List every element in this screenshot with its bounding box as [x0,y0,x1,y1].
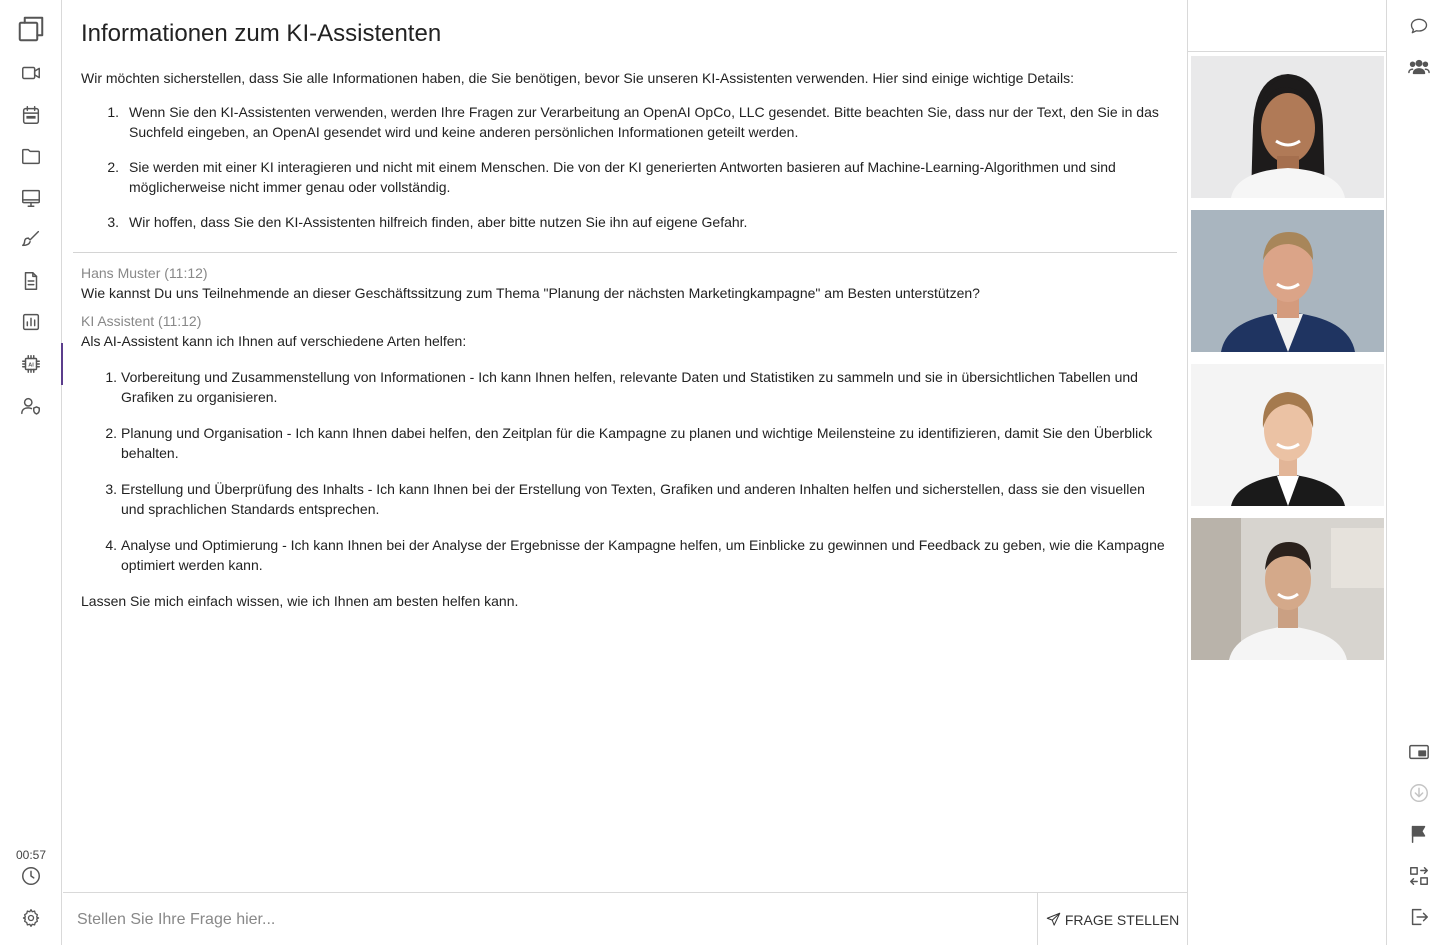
participant-video-tile[interactable] [1191,364,1384,506]
list-text: Wir hoffen, dass Sie den KI-Assistenten hilfreich finden, aber bitte nutzen Sie ihn auf eigene Gefahr. [129,214,748,230]
answer-intro: Als AI-Assistent kann ich Ihnen auf verschiedene Arten helfen: [81,333,467,349]
info-list [81,102,1171,247]
chat-icon[interactable] [1388,6,1449,46]
document-icon[interactable] [0,260,62,302]
ask-question-label: FRAGE STELLEN [1064,911,1180,928]
user-shield-icon[interactable] [0,385,62,427]
list-text: Planung und Organisation - Ich kann Ihnen dabei helfen, den Zeitplan für die Kampagne zu planen und wichtige Meilensteine zu identifizieren, damit Sie den Überblick behalten. [121,425,1153,461]
send-icon [1046,912,1061,927]
answer-outro: Lassen Sie mich einfach wissen, wie ich Ihnen am besten helfen kann. [81,593,519,609]
question-bar [63,892,1187,945]
list-number: 3. [105,481,117,497]
svg-text:AI: AI [28,362,34,369]
list-item [81,157,1171,197]
participant-video-tile[interactable] [1191,518,1384,660]
list-item [81,479,1171,519]
section-divider [73,252,1177,253]
info-intro: Wir möchten sicherstellen, dass Sie alle Informationen haben, die Sie benötigen, bevor Sie unseren KI-Assistenten verwenden. Hier sind einige wichtige Details: [81,70,1074,86]
list-text: Vorbereitung und Zusammenstellung von Informationen - Ich kann Ihnen helfen, relevante Daten und Statistiken zu sammeln und sie in übersichtlichen Tabellen und Grafiken zu organisieren. [121,369,1138,405]
chart-icon[interactable] [0,301,62,343]
list-item [81,423,1171,463]
flag-icon[interactable] [1388,814,1449,854]
list-number: 3. [107,214,119,230]
picture-in-picture-icon[interactable] [1388,732,1449,772]
participant-video-tile[interactable] [1191,210,1384,352]
participant-video-tile[interactable] [1191,56,1384,198]
right-sidebar [1388,0,1449,945]
list-number: 2. [105,425,117,441]
list-text: Sie werden mit einer KI interagieren und nicht mit einem Menschen. Die von der KI generierten Antworten basieren auf Machine-Learning-Algorithmen und sind möglicherweise nicht immer genau oder vollständig. [129,159,1116,195]
answer-list [81,367,1171,575]
list-item [81,535,1171,575]
left-sidebar [0,0,62,945]
meeting-timer: 00:57 [15,848,47,862]
list-item [81,102,1171,142]
answer-meta: KI Assistent (11:12) [81,313,202,329]
question-text: Wie kannst Du uns Teilnehmende an dieser Geschäftssitzung zum Thema "Planung der nächsten Marketingkampagne" am Besten unterstützen? [81,285,980,301]
participant-video-column [1187,0,1387,945]
chat-thread [81,263,1171,611]
participants-icon[interactable] [1388,47,1449,87]
question-input[interactable] [77,905,1017,935]
monitor-icon[interactable] [0,177,62,219]
exit-icon[interactable] [1388,897,1449,937]
list-text: Erstellung und Überprüfung des Inhalts - Ich kann Ihnen bei der Erstellung von Texten, Grafiken und anderen Inhalten helfen und sicherstellen, dass sie den visuellen und sprachlichen Standards entsprechen. [121,481,1145,517]
list-number: 2. [107,159,119,175]
list-number: 1. [107,104,119,120]
list-text: Analyse und Optimierung - Ich kann Ihnen bei der Analyse der Ergebnisse der Kampagne helfen, um Einblicke zu gewinnen und Feedback zu geben, wie die Kampagne optimiert werden kann. [121,537,1165,573]
windows-icon[interactable] [0,8,62,50]
switch-layout-icon[interactable] [1388,856,1449,896]
video-camera-icon[interactable] [0,52,62,94]
video-header [1188,0,1386,52]
gear-icon[interactable] [0,897,62,939]
folder-icon[interactable] [0,135,62,177]
clock-icon[interactable] [0,855,62,897]
calendar-icon[interactable] [0,94,62,136]
list-number: 1. [105,369,117,385]
page-title: Informationen zum KI-Assistenten [81,20,442,47]
list-number: 4. [105,537,117,553]
download-icon[interactable] [1388,773,1449,813]
list-item [81,212,1171,232]
ai-chip-icon[interactable] [0,343,62,385]
brush-icon[interactable] [0,218,62,260]
list-text: Wenn Sie den KI-Assistenten verwenden, werden Ihre Fragen zur Verarbeitung an OpenAI OpCo, LLC gesendet. Bitte beachten Sie, dass nur der Text, den Sie in das Suchfeld eingeben, an OpenAI gesendet wird und keine anderen persönlichen Informationen geteilt werden. [129,104,1159,140]
question-meta: Hans Muster (11:12) [81,265,208,281]
ask-question-button[interactable] [1037,893,1187,945]
list-item [81,367,1171,407]
ai-assistant-panel [63,0,1187,892]
